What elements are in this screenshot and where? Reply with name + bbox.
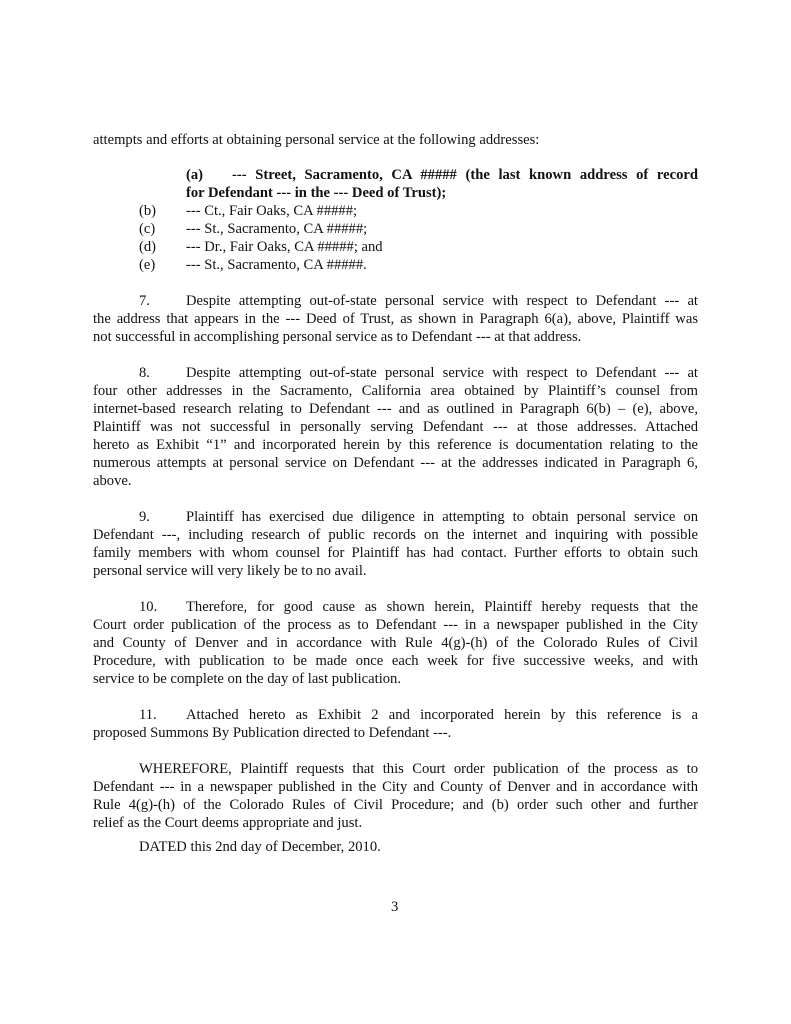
paragraph-7-line: the address that appears in the --- Deed of Trust, as shown in Paragraph 6(a), above, Plaintiff was: [93, 311, 698, 327]
paragraph-10-line: service to be complete on the day of last publication.: [93, 671, 401, 687]
paragraph-9-line: Plaintiff has exercised due diligence in attempting to obtain personal service on: [186, 509, 698, 525]
address-e-label: (e): [139, 257, 156, 273]
paragraph-10-line: Procedure, with publication to be made once each week for five successive weeks, and with: [93, 653, 698, 669]
address-a-label: (a): [186, 167, 204, 183]
paragraph-7-number: 7.: [139, 293, 150, 309]
address-d-text: --- Dr., Fair Oaks, CA #####; and: [186, 239, 383, 255]
paragraph-7-line: Despite attempting out-of-state personal service with respect to Defendant --- at: [186, 293, 698, 309]
paragraph-9-line: personal service will very likely be to no avail.: [93, 563, 367, 579]
paragraph-11-number: 11.: [139, 707, 157, 723]
paragraph-8-line: numerous attempts at personal service on Defendant --- at the addresses indicated in Paragraph 6,: [93, 455, 698, 471]
wherefore-line: Defendant --- in a newspaper published in the City and County of Denver and in accordance with: [93, 779, 698, 795]
paragraph-9-line: family members with whom counsel for Plaintiff has had contact. Further efforts to obtain such: [93, 545, 698, 561]
paragraph-7-line: not successful in accomplishing personal service as to Defendant --- at that address.: [93, 329, 582, 345]
address-c-label: (c): [139, 221, 156, 237]
paragraph-10-line: Court order publication of the process as to Defendant --- in a newspaper published in the City: [93, 617, 698, 633]
address-a-line-2: for Defendant --- in the --- Deed of Trust);: [186, 185, 447, 201]
address-b-label: (b): [139, 203, 157, 219]
wherefore-line: relief as the Court deems appropriate and just.: [93, 815, 363, 831]
intro-line: attempts and efforts at obtaining personal service at the following addresses:: [93, 132, 540, 148]
page-number: 3: [391, 899, 399, 915]
paragraph-8-line: above.: [93, 473, 132, 489]
paragraph-10-line: Therefore, for good cause as shown herein, Plaintiff hereby requests that the: [186, 599, 698, 615]
paragraph-9-number: 9.: [139, 509, 150, 525]
paragraph-9-line: Defendant ---, including research of public records on the internet and inquiring with possible: [93, 527, 698, 543]
wherefore-line: WHEREFORE, Plaintiff requests that this Court order publication of the process as to: [139, 761, 698, 777]
paragraph-8-line: four other addresses in the Sacramento, California area obtained by Plaintiff’s counsel from: [93, 383, 698, 399]
address-c-text: --- St., Sacramento, CA #####;: [186, 221, 368, 237]
paragraph-8-line: internet-based research relating to Defendant --- and as outlined in Paragraph 6(b) – (e), above,: [93, 401, 698, 417]
address-d-label: (d): [139, 239, 157, 255]
paragraph-11-line: proposed Summons By Publication directed to Defendant ---.: [93, 725, 452, 741]
paragraph-11-line: Attached hereto as Exhibit 2 and incorporated herein by this reference is a: [186, 707, 698, 723]
wherefore-line: Rule 4(g)-(h) of the Colorado Rules of Civil Procedure; and (b) order such other and further: [93, 797, 698, 813]
paragraph-8-line: Plaintiff was not successful in personally serving Defendant --- at those addresses. Attached: [93, 419, 698, 435]
paragraph-8-line: Despite attempting out-of-state personal service with respect to Defendant --- at: [186, 365, 698, 381]
address-a-line-1: --- Street, Sacramento, CA ##### (the last known address of record: [232, 167, 698, 183]
address-b-text: --- Ct., Fair Oaks, CA #####;: [186, 203, 358, 219]
paragraph-10-line: and County of Denver and in accordance with Rule 4(g)-(h) of the Colorado Rules of Civil: [93, 635, 698, 651]
dated-line: DATED this 2nd day of December, 2010.: [139, 839, 381, 855]
address-e-text: --- St., Sacramento, CA #####.: [186, 257, 367, 273]
paragraph-8-number: 8.: [139, 365, 150, 381]
paragraph-10-number: 10.: [139, 599, 158, 615]
paragraph-8-line: hereto as Exhibit “1” and incorporated herein by this reference is documentation relating to the: [93, 437, 698, 453]
